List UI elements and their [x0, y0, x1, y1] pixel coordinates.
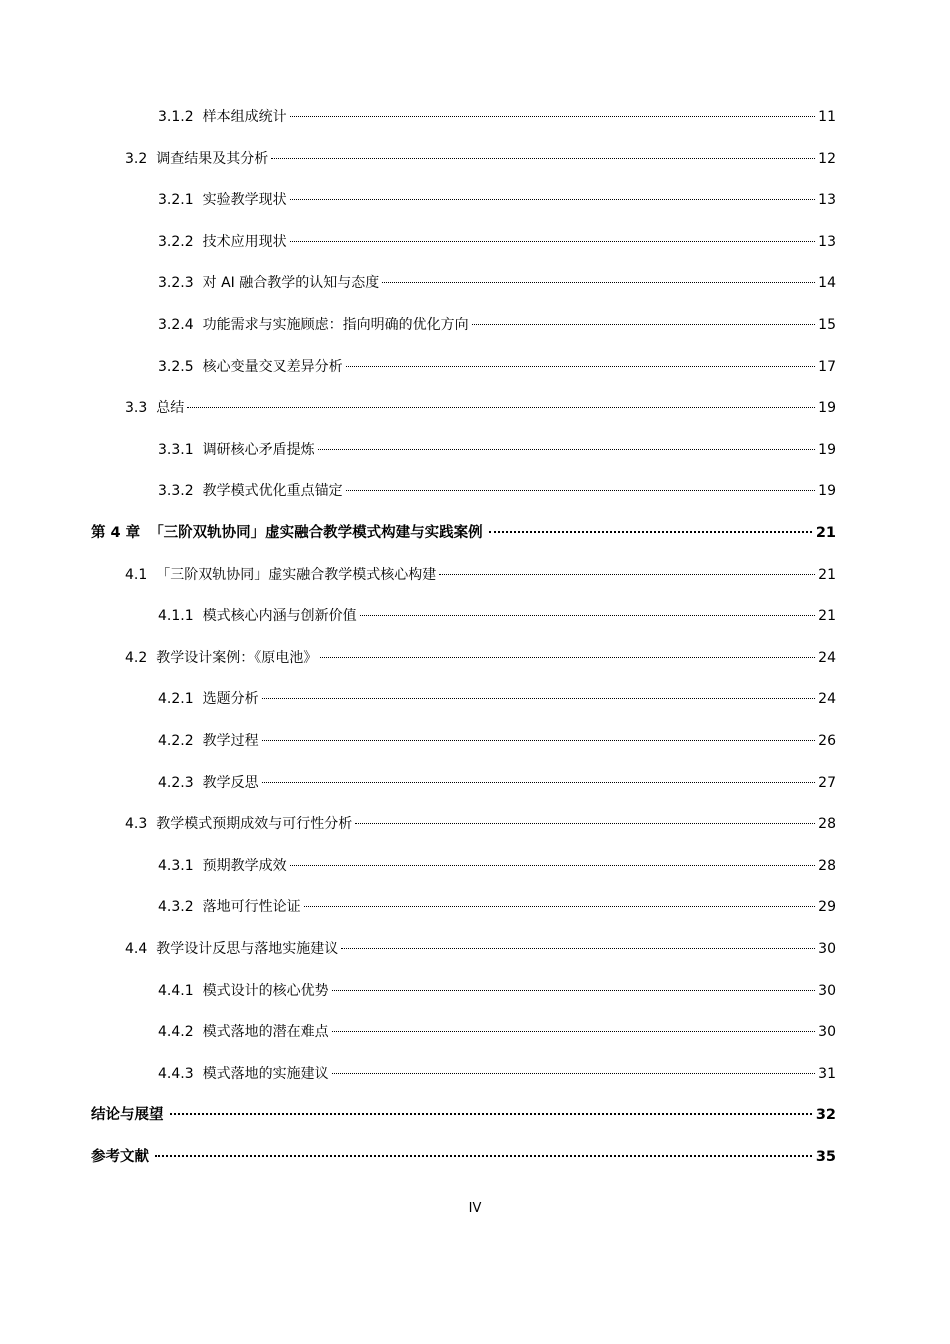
toc-dot-leader [262, 782, 816, 783]
toc-entry-title: 教学反思 [202, 774, 259, 791]
toc-dot-leader [320, 657, 815, 658]
toc-subsection-entry[interactable] [158, 314, 836, 336]
toc-dot-leader [318, 449, 816, 450]
toc-entry-title: 核心变量交叉差异分析 [202, 358, 343, 375]
toc-subsection-entry[interactable] [158, 272, 836, 294]
toc-dot-leader [290, 116, 816, 117]
toc-entry-title: 模式设计的核心优势 [202, 982, 329, 999]
toc-entry-title: 结论与展望 [91, 1107, 164, 1124]
toc-entry-page: 24 [818, 649, 836, 666]
toc-entry-number: 4.2 [125, 649, 148, 666]
toc-entry-number: 3.3.1 [158, 441, 194, 458]
toc-section-entry[interactable] [125, 647, 836, 669]
toc-entry-number: 4.4.2 [158, 1024, 194, 1041]
toc-entry-number: 4.4 [125, 941, 148, 957]
toc-entry-number: 第 4 章 [91, 525, 141, 541]
toc-subsection-entry[interactable] [158, 1021, 836, 1043]
toc-entry-title: 预期教学成效 [202, 857, 287, 874]
toc-entry-number: 3.3 [125, 400, 148, 417]
toc-entry-number: 3.2.5 [158, 358, 194, 375]
toc-entry-title: 教学模式预期成效与可行性分析 [156, 816, 353, 833]
toc-entry-title: 模式核心内涵与创新价值 [202, 608, 357, 625]
toc-entry-page: 21 [818, 608, 836, 625]
toc-entry-page: 19 [818, 441, 836, 458]
toc-entry-number: 4.3.1 [158, 857, 194, 874]
toc-entry-number: 4.1 [125, 566, 148, 583]
toc-entry-title: 总结 [156, 400, 185, 417]
toc-dot-leader [355, 823, 815, 824]
toc-entry-page: 19 [818, 400, 836, 417]
toc-dot-leader [346, 490, 816, 491]
toc-entry-title: 教学过程 [202, 733, 259, 749]
page-number-footer: IV [468, 1201, 482, 1216]
toc-entry-page: 35 [815, 1149, 836, 1165]
toc-entry-title: 功能需求与实施顾虑：指向明确的优化方向 [202, 317, 469, 333]
toc-subsection-entry[interactable] [158, 1063, 836, 1085]
toc-section-entry[interactable] [125, 564, 836, 586]
toc-entry-page: 29 [818, 899, 836, 916]
toc-entry-page: 31 [818, 1065, 836, 1082]
toc-entry-page: 11 [818, 109, 836, 125]
toc-entry-number: 4.3.2 [158, 899, 194, 916]
toc-dot-leader [472, 324, 816, 325]
toc-entry-title: 样本组成统计 [202, 109, 287, 125]
toc-dot-leader [262, 740, 816, 741]
toc-entry-page: 14 [818, 275, 836, 292]
toc-subsection-entry[interactable] [158, 231, 836, 253]
toc-entry-title: 参考文献 [91, 1149, 149, 1165]
toc-dot-leader [439, 574, 815, 575]
toc-entry-page: 13 [818, 233, 836, 250]
toc-entry-number: 3.2.2 [158, 233, 194, 250]
toc-entry-title: 调查结果及其分析 [156, 150, 269, 167]
toc-entry-number: 4.2.2 [158, 733, 194, 749]
toc-entry-title: 技术应用现状 [202, 233, 287, 250]
toc-entry-page: 13 [818, 192, 836, 209]
toc-entry-page: 21 [815, 525, 836, 541]
toc-section-entry[interactable] [125, 813, 836, 835]
toc-dot-leader [187, 407, 815, 408]
toc-entry-page: 21 [818, 566, 836, 583]
toc-dot-leader [332, 1031, 816, 1032]
toc-dot-leader [290, 865, 816, 866]
toc-dot-leader [155, 1155, 812, 1157]
toc-entry-title: 教学设计案例：《原电池》 [156, 649, 318, 666]
toc-entry-page: 30 [818, 941, 836, 957]
toc-section-entry[interactable] [125, 148, 836, 170]
toc-entry-number: 4.3 [125, 816, 148, 833]
toc-chapter-entry[interactable] [91, 1146, 836, 1168]
toc-entry-page: 15 [818, 317, 836, 333]
toc-dot-leader [332, 1073, 816, 1074]
toc-entry-number: 3.3.2 [158, 483, 194, 500]
toc-dot-leader [382, 282, 815, 283]
toc-entry-page: 28 [818, 857, 836, 874]
toc-subsection-entry[interactable] [158, 605, 836, 627]
toc-subsection-entry[interactable] [158, 106, 836, 128]
toc-entry-title: 调研核心矛盾提炼 [202, 441, 315, 458]
toc-subsection-entry[interactable] [158, 480, 836, 502]
toc-entry-number: 3.2.1 [158, 192, 194, 209]
toc-entry-number: 3.2.3 [158, 275, 194, 292]
toc-dot-leader [304, 906, 816, 907]
toc-entry-page: 12 [818, 150, 836, 167]
toc-entry-number: 3.2 [125, 150, 148, 167]
toc-dot-leader [346, 366, 816, 367]
toc-entry-number: 3.1.2 [158, 109, 194, 125]
toc-entry-page: 24 [818, 691, 836, 708]
toc-subsection-entry[interactable] [158, 688, 836, 710]
toc-entry-title: 教学设计反思与落地实施建议 [156, 941, 339, 957]
toc-entry-page: 26 [818, 733, 836, 749]
toc-dot-leader [271, 158, 815, 159]
toc-entry-title: 选题分析 [202, 691, 259, 708]
toc-entry-page: 30 [818, 1024, 836, 1041]
toc-entry-title: 落地可行性论证 [202, 899, 301, 916]
toc-entry-title: 模式落地的实施建议 [202, 1065, 329, 1082]
toc-entry-number: 4.4.3 [158, 1065, 194, 1082]
toc-dot-leader [341, 948, 815, 949]
toc-entry-number: 4.1.1 [158, 608, 194, 625]
toc-entry-number: 3.2.4 [158, 317, 194, 333]
toc-dot-leader [170, 1113, 812, 1115]
toc-entry-page: 28 [818, 816, 836, 833]
toc-entry-page: 19 [818, 483, 836, 500]
toc-entry-page: 32 [815, 1107, 836, 1124]
toc-entry-number: 4.2.1 [158, 691, 194, 708]
toc-subsection-entry[interactable] [158, 980, 836, 1002]
toc-dot-leader [290, 199, 816, 200]
toc-chapter-entry[interactable] [91, 522, 836, 544]
toc-entry-title: 对 AI 融合教学的认知与态度 [202, 275, 380, 292]
toc-subsection-entry[interactable] [158, 730, 836, 752]
toc-entry-number: 4.2.3 [158, 774, 194, 791]
toc-entry-number: 4.4.1 [158, 982, 194, 999]
toc-section-entry[interactable] [125, 397, 836, 419]
toc-section-entry[interactable] [125, 938, 836, 960]
toc-dot-leader [489, 531, 812, 533]
toc-dot-leader [290, 241, 816, 242]
toc-dot-leader [262, 698, 816, 699]
toc-entry-page: 17 [818, 358, 836, 375]
toc-dot-leader [332, 990, 816, 991]
toc-entry-title: 教学模式优化重点锚定 [202, 483, 343, 500]
toc-subsection-entry[interactable] [158, 189, 836, 211]
toc-entry-page: 30 [818, 982, 836, 999]
toc-entry-title: 实验教学现状 [202, 192, 287, 209]
toc-chapter-entry[interactable] [91, 1104, 836, 1126]
toc-subsection-entry[interactable] [158, 896, 836, 918]
toc-subsection-entry[interactable] [158, 772, 836, 794]
toc-subsection-entry[interactable] [158, 356, 836, 378]
toc-entry-title: 「三阶双轨协同」虚实融合教学模式构建与实践案例 [149, 525, 483, 541]
toc-subsection-entry[interactable] [158, 855, 836, 877]
toc-entry-title: 模式落地的潜在难点 [202, 1024, 329, 1041]
toc-entry-page: 27 [818, 774, 836, 791]
toc-dot-leader [360, 615, 816, 616]
toc-entry-title: 「三阶双轨协同」虚实融合教学模式核心构建 [156, 566, 437, 583]
toc-subsection-entry[interactable] [158, 439, 836, 461]
